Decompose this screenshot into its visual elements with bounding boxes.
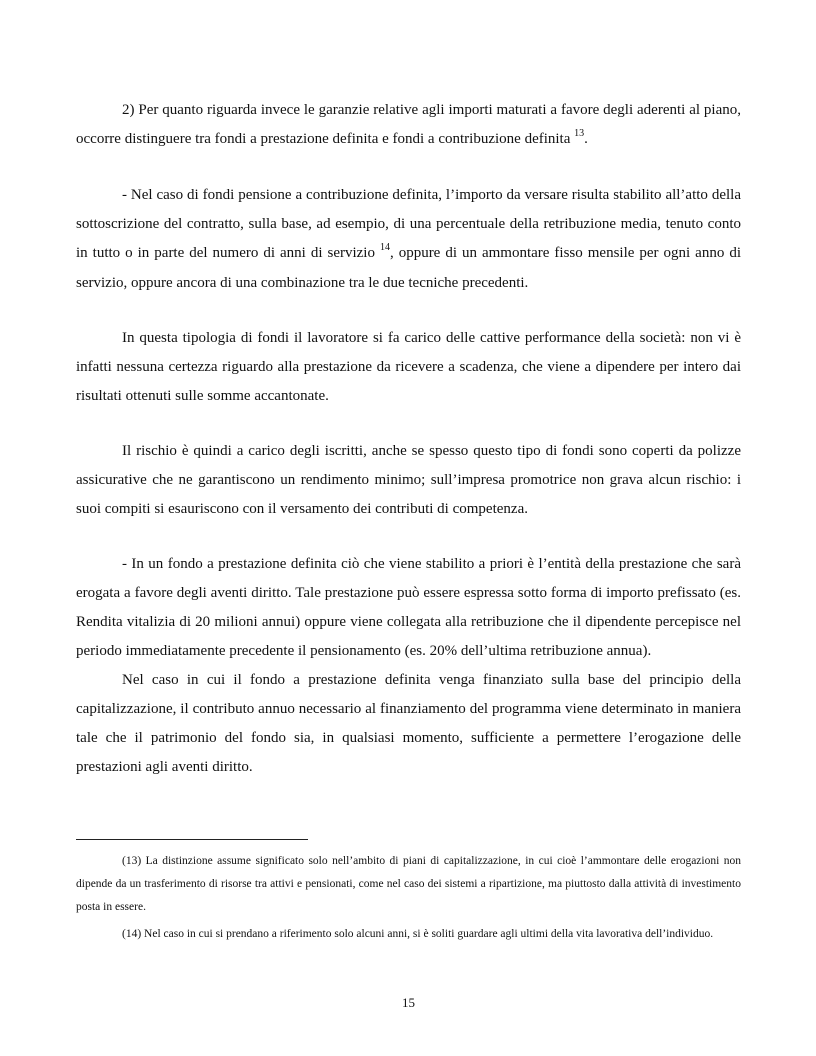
paragraph-worker-risk: In questa tipologia di fondi il lavoratore si fa carico delle cattive performance della società: non vi è infatti nessuna certezza riguardo alla prestazione da ricevere a scadenza, che viene a dipendere per intero dai risultati ottenuti sulle somme accantonate. bbox=[76, 330, 741, 404]
document-page bbox=[76, 0, 741, 1056]
footnote-14: (14) Nel caso in cui si prendano a riferimento solo alcuni anni, si è soliti guardare agli ultimi della vita lavorativa dell’individuo. bbox=[122, 928, 714, 940]
footnote-13: (13) La distinzione assume significato solo nell’ambito di piani di capitalizzazione, in cui cioè l’ammontare delle erogazioni non dipende da un trasferimento di risorse tra attivi e pensionati, come nel caso dei sistemi a ripartizione, ma piuttosto dalla attività di investimento posta in essere. bbox=[76, 855, 741, 913]
body-text bbox=[76, 96, 741, 782]
paragraph-text: 2) Per quanto riguarda invece le garanzie relative agli importi maturati a favore degli aderenti al piano, occorre distinguere tra fondi a prestazione definita e fondi a contribuzione definita bbox=[76, 102, 741, 147]
paragraph-defined-benefit: - In un fondo a prestazione definita ciò che viene stabilito a priori è l’entità della prestazione che sarà erogata a favore degli aventi diritto. Tale prestazione può essere espressa sotto forma di importo prefissato (es. Rendita vitalizia di 20 milioni annui) oppure viene collegata alla retribuzione che il dipendente percepisce nel periodo immediatamente precedente il pensionamento (es. 20% dell’ultima retribuzione annua). bbox=[76, 556, 741, 659]
footnote-separator bbox=[76, 839, 308, 840]
paragraph-capitalization: Nel caso in cui il fondo a prestazione definita venga finanziato sulla base del principio della capitalizzazione, il contributo annuo necessario al finanziamento del programma viene determinato in maniera tale che il patrimonio del fondo sia, in qualsiasi momento, sufficiente a permettere l’erogazione delle prestazioni agli aventi diritto. bbox=[76, 672, 741, 775]
footnote-ref-14: 14 bbox=[379, 242, 390, 253]
footnote-ref-13: 13 bbox=[574, 128, 585, 139]
paragraph-text-end: . bbox=[584, 131, 588, 147]
paragraph-risk-members: Il rischio è quindi a carico degli iscritti, anche se spesso questo tipo di fondi sono coperti da polizze assicurative che ne garantiscono un rendimento minimo; sull’impresa promotrice non grava alcun rischio: i suoi compiti si esauriscono con il versamento dei contributi di competenza. bbox=[76, 443, 741, 517]
paragraph-guarantees bbox=[76, 96, 741, 155]
paragraph-defined-contribution bbox=[76, 181, 741, 298]
footnotes bbox=[76, 850, 741, 950]
paragraph-text: - Nel caso di fondi pensione a contribuzione definita, l’importo da versare risulta stabilito all’atto della sottoscrizione del contratto, sulla base, ad esempio, di una percentuale della retribuzione media, tenuto conto in tutto o in parte del numero di anni di servizio bbox=[76, 187, 741, 261]
paragraph-text-end: , oppure di un ammontare fisso mensile per ogni anno di servizio, oppure ancora di una combinazione tra le due tecniche precedenti. bbox=[76, 245, 741, 291]
page-number: 15 bbox=[402, 995, 415, 1010]
